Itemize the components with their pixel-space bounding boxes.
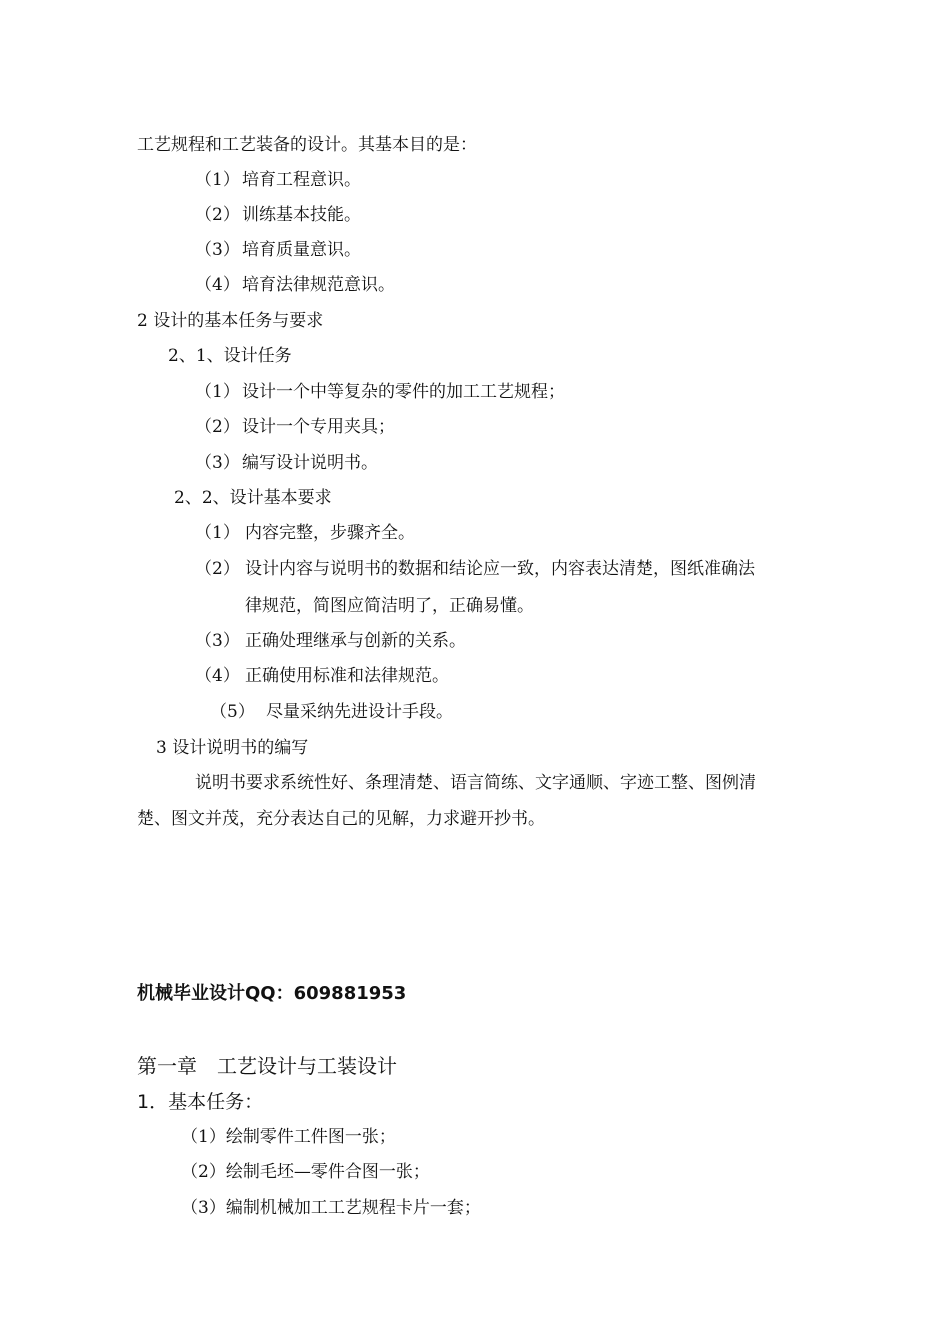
req-item-2-continued: 律规范，简图应简洁明了，正确易懂。	[245, 596, 534, 616]
section2-2-title: 2、2、设计基本要求	[174, 488, 332, 508]
item-text: 正确使用标准和法律规范。	[245, 666, 449, 686]
item-text: 设计一个中等复杂的零件的加工工艺规程；	[242, 382, 565, 402]
item-number: （2）	[195, 205, 240, 225]
item-number: （4）	[195, 666, 240, 686]
item-number: （1）	[195, 170, 240, 190]
promo-line: 机械毕业设计QQ：609881953	[137, 983, 407, 1004]
item-number: （3）	[195, 240, 240, 260]
req-item-5	[210, 701, 453, 723]
item-number: （3）	[195, 631, 240, 651]
intro-item-3	[195, 239, 361, 261]
item-text: 尽量采纳先进设计手段。	[266, 702, 453, 722]
item-number: （4）	[195, 275, 240, 295]
item-text: 训练基本技能。	[242, 205, 361, 225]
chapter-item-3: （3）编制机械加工工艺规程卡片一套；	[181, 1198, 481, 1218]
task-item-3	[195, 452, 378, 474]
item-text: 培育法律规范意识。	[242, 275, 395, 295]
section2-title: 2 设计的基本任务与要求	[137, 311, 324, 331]
section3-paragraph-line2: 楚、图文并茂，充分表达自己的见解，力求避开抄书。	[137, 809, 545, 829]
item-number: （2）	[195, 559, 240, 579]
chapter-item-1: （1）绘制零件工件图一张；	[181, 1127, 396, 1147]
intro-line: 工艺规程和工艺装备的设计。其基本目的是：	[137, 135, 477, 155]
task-item-2	[195, 416, 395, 438]
chapter-title: 第一章 工艺设计与工装设计	[137, 1054, 397, 1078]
section3-title: 3 设计说明书的编写	[156, 738, 309, 758]
item-text: 正确处理继承与创新的关系。	[245, 631, 466, 651]
req-item-3	[195, 630, 466, 652]
section2-1-title: 2、1、设计任务	[168, 346, 292, 366]
item-text: 培育工程意识。	[242, 170, 361, 190]
item-number: （1）	[195, 523, 240, 543]
item-number: （1）	[195, 382, 240, 402]
item-text: 内容完整，步骤齐全。	[245, 523, 415, 543]
task-item-1	[195, 381, 565, 403]
intro-item-2	[195, 204, 361, 226]
chapter-item-2: （2）绘制毛坯—零件合图一张；	[181, 1162, 430, 1182]
item-text: 设计一个专用夹具；	[242, 417, 395, 437]
intro-item-4	[195, 274, 395, 296]
item-number: （2）	[195, 417, 240, 437]
item-text: 设计内容与说明书的数据和结论应一致，内容表达清楚，图纸准确法	[245, 559, 755, 579]
item-number: （5）	[210, 702, 255, 722]
req-item-2	[195, 558, 755, 580]
req-item-4	[195, 665, 449, 687]
chapter-subheading: 1．基本任务：	[137, 1091, 264, 1113]
section3-paragraph-line1: 说明书要求系统性好、条理清楚、语言简练、文字通顺、字迹工整、图例清	[195, 773, 756, 793]
item-text: 编写设计说明书。	[242, 453, 378, 473]
intro-item-1	[195, 169, 361, 191]
item-text: 培育质量意识。	[242, 240, 361, 260]
req-item-1	[195, 522, 415, 544]
item-number: （3）	[195, 453, 240, 473]
